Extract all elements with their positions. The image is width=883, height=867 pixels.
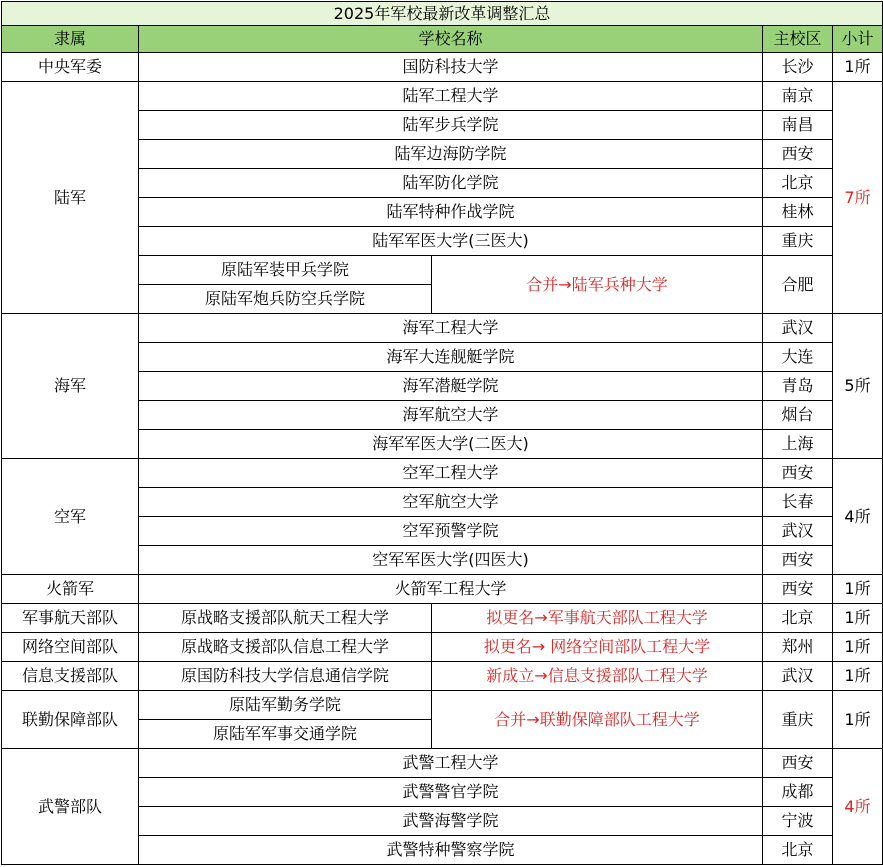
campus-cell: 长春 — [763, 488, 833, 517]
school-name: 陆军军医大学(三医大) — [139, 227, 763, 256]
school-name: 海军工程大学 — [139, 314, 763, 343]
campus-cell: 西安 — [763, 749, 833, 778]
branch-cell: 信息支援部队 — [2, 662, 139, 691]
table-title: 2025年军校最新改革调整汇总 — [2, 2, 883, 26]
table-row — [2, 459, 883, 488]
school-name: 武警特种警察学院 — [139, 836, 763, 865]
school-name: 武警海警学院 — [139, 807, 763, 836]
school-name: 陆军步兵学院 — [139, 111, 763, 140]
campus-cell: 北京 — [763, 604, 833, 633]
school-name: 武警警官学院 — [139, 778, 763, 807]
table-row — [2, 314, 883, 343]
school-name: 陆军工程大学 — [139, 82, 763, 111]
campus-cell: 西安 — [763, 546, 833, 575]
school-name: 空军航空大学 — [139, 488, 763, 517]
count-cell: 1所 — [833, 691, 883, 749]
count-cell: 1所 — [833, 575, 883, 604]
merge-source: 原陆军军事交通学院 — [139, 720, 432, 749]
school-name: 陆军特种作战学院 — [139, 198, 763, 227]
reform-note: 拟更名→军事航天部队工程大学 — [432, 604, 763, 633]
campus-cell: 大连 — [763, 343, 833, 372]
campus-cell: 南京 — [763, 82, 833, 111]
school-name: 海军军医大学(二医大) — [139, 430, 763, 459]
branch-cell: 武警部队 — [2, 749, 139, 865]
header-branch: 隶属 — [2, 26, 139, 53]
campus-cell: 武汉 — [763, 517, 833, 546]
merge-source: 原陆军勤务学院 — [139, 691, 432, 720]
count-cell: 1所 — [833, 662, 883, 691]
table-row — [2, 82, 883, 111]
school-name: 海军潜艇学院 — [139, 372, 763, 401]
school-name: 原战略支援部队航天工程大学 — [139, 604, 432, 633]
school-name: 原国防科技大学信息通信学院 — [139, 662, 432, 691]
table-row — [2, 749, 883, 778]
school-name: 陆军防化学院 — [139, 169, 763, 198]
reform-note: 拟更名→ 网络空间部队工程大学 — [432, 633, 763, 662]
branch-cell: 中央军委 — [2, 53, 139, 82]
count-cell: 5所 — [833, 314, 883, 459]
count-cell: 7所 — [833, 82, 883, 314]
table-row — [2, 604, 883, 633]
school-name: 海军航空大学 — [139, 401, 763, 430]
campus-cell: 南昌 — [763, 111, 833, 140]
campus-cell: 合肥 — [763, 256, 833, 314]
header-school: 学校名称 — [139, 26, 763, 53]
military-schools-table — [1, 1, 883, 865]
campus-cell: 西安 — [763, 575, 833, 604]
school-name: 海军大连舰艇学院 — [139, 343, 763, 372]
campus-cell: 上海 — [763, 430, 833, 459]
branch-cell: 军事航天部队 — [2, 604, 139, 633]
table-row — [2, 53, 883, 82]
count-cell: 1所 — [833, 53, 883, 82]
count-cell: 4所 — [833, 459, 883, 575]
campus-cell: 北京 — [763, 169, 833, 198]
campus-cell: 郑州 — [763, 633, 833, 662]
table-row — [2, 662, 883, 691]
count-cell: 4所 — [833, 749, 883, 865]
table-row — [2, 575, 883, 604]
branch-cell: 网络空间部队 — [2, 633, 139, 662]
branch-cell: 联勤保障部队 — [2, 691, 139, 749]
school-name: 空军预警学院 — [139, 517, 763, 546]
header-count: 小计 — [833, 26, 883, 53]
merge-note: 合并→陆军兵种大学 — [432, 256, 763, 314]
count-cell: 1所 — [833, 604, 883, 633]
campus-cell: 西安 — [763, 459, 833, 488]
table-row — [2, 633, 883, 662]
campus-cell: 青岛 — [763, 372, 833, 401]
school-name: 火箭军工程大学 — [139, 575, 763, 604]
school-name: 国防科技大学 — [139, 53, 763, 82]
campus-cell: 西安 — [763, 140, 833, 169]
campus-cell: 武汉 — [763, 314, 833, 343]
table-row — [2, 691, 883, 720]
campus-cell: 成都 — [763, 778, 833, 807]
merge-note: 合并→联勤保障部队工程大学 — [432, 691, 763, 749]
campus-cell: 重庆 — [763, 691, 833, 749]
campus-cell: 重庆 — [763, 227, 833, 256]
campus-cell: 烟台 — [763, 401, 833, 430]
school-name: 原战略支援部队信息工程大学 — [139, 633, 432, 662]
header-campus: 主校区 — [763, 26, 833, 53]
school-name: 空军军医大学(四医大) — [139, 546, 763, 575]
branch-cell: 空军 — [2, 459, 139, 575]
merge-source: 原陆军炮兵防空兵学院 — [139, 285, 432, 314]
reform-note: 新成立→信息支援部队工程大学 — [432, 662, 763, 691]
school-name: 陆军边海防学院 — [139, 140, 763, 169]
campus-cell: 长沙 — [763, 53, 833, 82]
campus-cell: 武汉 — [763, 662, 833, 691]
school-name: 空军工程大学 — [139, 459, 763, 488]
branch-cell: 海军 — [2, 314, 139, 459]
campus-cell: 宁波 — [763, 807, 833, 836]
count-cell: 1所 — [833, 633, 883, 662]
branch-cell: 陆军 — [2, 82, 139, 314]
merge-source: 原陆军装甲兵学院 — [139, 256, 432, 285]
branch-cell: 火箭军 — [2, 575, 139, 604]
campus-cell: 北京 — [763, 836, 833, 865]
campus-cell: 桂林 — [763, 198, 833, 227]
school-name: 武警工程大学 — [139, 749, 763, 778]
